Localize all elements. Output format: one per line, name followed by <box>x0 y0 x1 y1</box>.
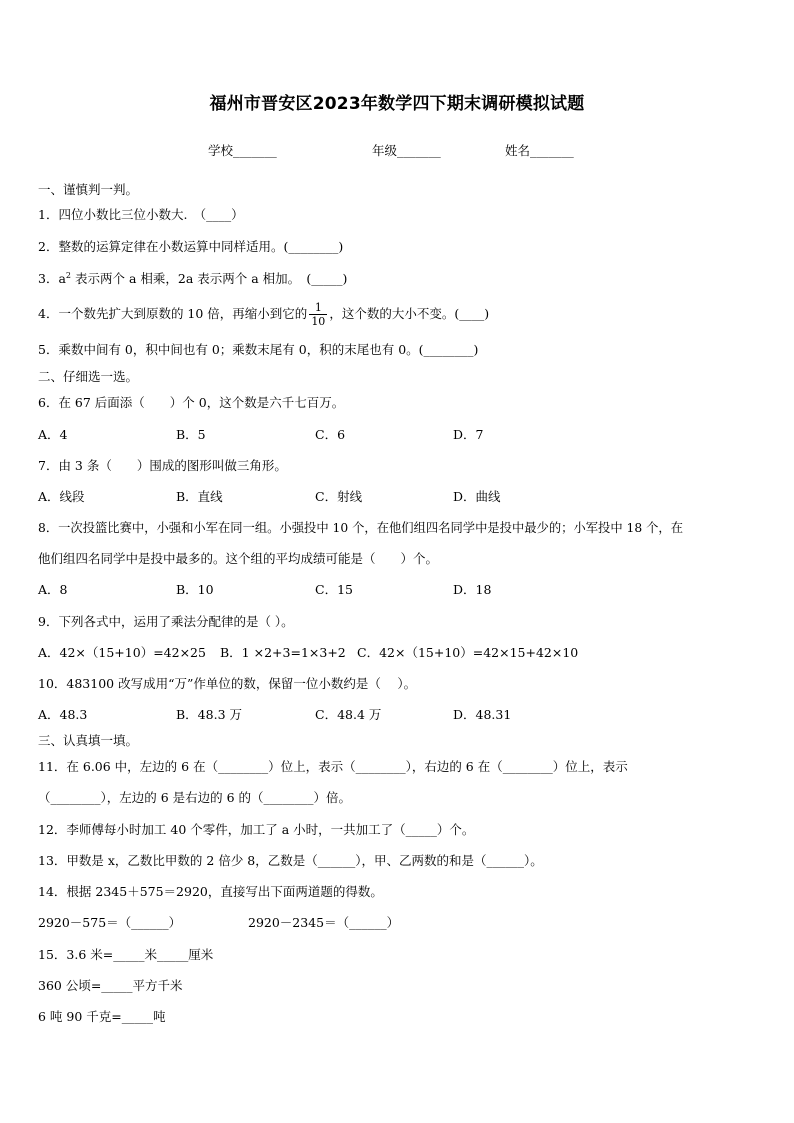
question-8-line-2: 他们组四名同学中是投中最多的。这个组的平均成绩可能是（ ）个。 <box>38 551 439 566</box>
fraction-denominator: 10 <box>311 315 326 328</box>
q10-option-d: D．48.31 <box>453 707 512 722</box>
page-title: 福州市晋安区2023年数学四下期末调研模拟试题 <box>209 94 585 114</box>
q10-option-b: B．48.3 万 <box>176 707 242 722</box>
question-6: 6．在 67 后面添（ ）个 0，这个数是六千七百万。 <box>38 395 345 410</box>
fraction-numerator: 1 <box>309 301 327 315</box>
question-11-line-1: 11．在 6.06 中，左边的 6 在（________）位上，表示（________），右边的 6 在（________）位上，表示 <box>38 759 628 774</box>
q9-option-a: A．42×（15+10）=42×25 <box>38 645 206 660</box>
question-1: 1．四位小数比三位小数大. （____） <box>38 207 244 222</box>
grade-field: 年级_______ <box>372 143 441 158</box>
question-4-part-a: 4．一个数先扩大到原数的 10 倍，再缩小到它的 <box>38 306 308 321</box>
question-14-part-a: 2920－575＝（______） <box>38 915 182 930</box>
q8-option-c: C．15 <box>315 582 353 597</box>
q10-option-c: C．48.4 万 <box>315 707 382 722</box>
question-15-part-a: 15．3.6 米=_____米_____厘米 <box>38 947 214 962</box>
question-7: 7．由 3 条（ ）围成的图形叫做三角形。 <box>38 458 287 473</box>
question-3-part-a: 3．a <box>38 271 66 286</box>
q9-option-c: C．42×（15+10）=42×15+42×10 <box>357 645 579 660</box>
question-15-part-c: 6 吨 90 千克=_____吨 <box>38 1009 166 1024</box>
q8-option-b: B．10 <box>176 582 214 597</box>
name-field: 姓名_______ <box>505 143 574 158</box>
question-10: 10．483100 改写成用“万”作单位的数，保留一位小数约是（ ）。 <box>38 676 417 691</box>
question-3 <box>38 271 347 287</box>
q6-option-c: C．6 <box>315 427 346 442</box>
q8-option-d: D．18 <box>453 582 492 597</box>
q7-option-c: C．射线 <box>315 489 363 504</box>
question-3-part-b: 表示两个 a 相乘，2a 表示两个 a 相加。 (_____) <box>71 271 348 286</box>
question-5: 5．乘数中间有 0，积中间也有 0；乘数末尾有 0，积的末尾也有 0。(________) <box>38 342 479 357</box>
q7-option-b: B．直线 <box>176 489 223 504</box>
q6-option-a: A．4 <box>38 427 68 442</box>
question-4-part-b: ，这个数的大小不变。(____) <box>329 306 490 321</box>
question-4 <box>38 296 489 332</box>
school-field: 学校_______ <box>208 143 277 158</box>
section-heading-1: 一、谨慎判一判。 <box>38 182 139 197</box>
q7-option-a: A．线段 <box>38 489 85 504</box>
question-14-part-b: 2920－2345＝（______） <box>248 915 400 930</box>
question-2: 2．整数的运算定律在小数运算中同样适用。(________) <box>38 239 344 254</box>
exponent: 2 <box>65 271 71 280</box>
question-8-line-1: 8．一次投篮比赛中，小强和小军在同一组。小强投中 10 个，在他们组四名同学中是投中最少的；小军投中 18 个，在 <box>38 521 684 535</box>
q6-option-b: B．5 <box>176 427 206 442</box>
q8-option-a: A．8 <box>38 582 68 597</box>
question-14: 14．根据 2345＋575＝2920，直接写出下面两道题的得数。 <box>38 884 383 899</box>
q7-option-d: D．曲线 <box>453 489 501 504</box>
q10-option-a: A．48.3 <box>38 707 88 722</box>
fraction-one-tenth <box>309 301 327 328</box>
q9-option-b: B．1 ×2+3=1×3+2 <box>220 645 346 660</box>
question-15-part-b: 360 公顷=_____平方千米 <box>38 978 183 993</box>
section-heading-3: 三、认真填一填。 <box>38 733 139 748</box>
question-11-line-2: （________），左边的 6 是右边的 6 的（________）倍。 <box>38 790 352 805</box>
section-heading-2: 二、仔细选一选。 <box>38 369 139 384</box>
question-12: 12．李师傅每小时加工 40 个零件，加工了 a 小时，一共加工了（_____）个。 <box>38 822 475 837</box>
q6-option-d: D．7 <box>453 427 484 442</box>
question-13: 13．甲数是 x，乙数比甲数的 2 倍少 8，乙数是（______），甲、乙两数的和是（______）。 <box>38 853 543 868</box>
question-9: 9．下列各式中，运用了乘法分配律的是（ ）。 <box>38 614 294 629</box>
